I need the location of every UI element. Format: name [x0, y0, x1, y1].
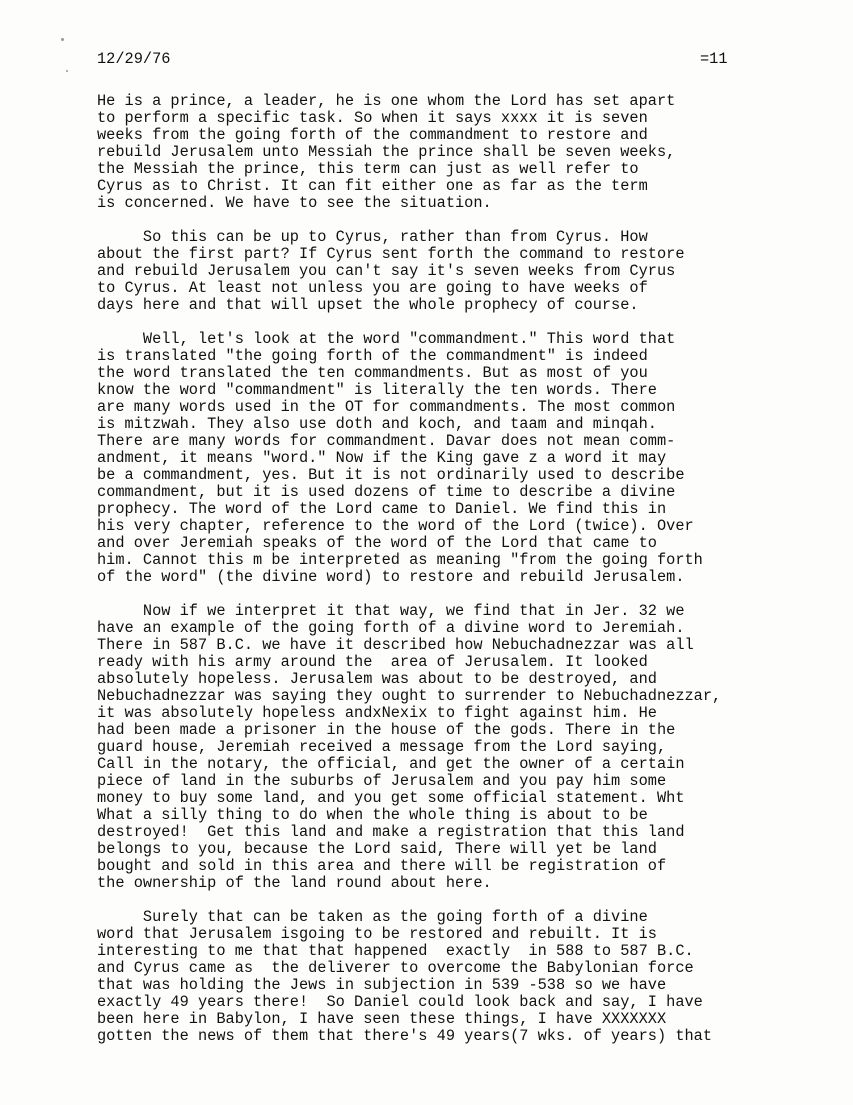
- text-line: be a commandment, yes. But it is not ordinarily used to describe: [97, 466, 685, 484]
- paragraph-gap: [97, 586, 837, 603]
- text-line: bought and sold in this area and there will be registration of: [97, 857, 667, 875]
- text-line: piece of land in the suburbs of Jerusalem and you pay him some: [97, 772, 667, 790]
- text-line: that was holding the Jews in subjection in 539 -538 so we have: [97, 976, 667, 994]
- text-line: days here and that will upset the whole prophecy of course.: [97, 296, 639, 314]
- text-line: commandment, but it is used dozens of time to describe a divine: [97, 483, 676, 501]
- text-line: to perform a specific task. So when it says xxxx it is seven: [97, 109, 648, 127]
- text-line: are many words used in the OT for commandments. The most common: [97, 398, 676, 416]
- text-line: the ownership of the land round about here.: [97, 874, 492, 892]
- text-line: been here in Babylon, I have seen these things, I have XXXXXXX: [97, 1010, 667, 1028]
- text-line: destroyed! Get this land and make a registration that this land: [97, 823, 685, 841]
- text-line: Call in the notary, the official, and get the owner of a certain: [97, 755, 685, 773]
- text-line: the word translated the ten commandments. But as most of you: [97, 364, 648, 382]
- text-line: There in 587 B.C. we have it described how Nebuchadnezzar was all: [97, 636, 694, 654]
- text-line: weeks from the going forth of the commandment to restore and: [97, 126, 648, 144]
- header-date: 12/29/76: [97, 50, 171, 68]
- text-line: belongs to you, because the Lord said, There will yet be land: [97, 840, 657, 858]
- paragraph-1: [97, 93, 837, 212]
- text-line: prophecy. The word of the Lord came to Daniel. We find this in: [97, 500, 667, 518]
- text-line: know the word "commandment" is literally the ten words. There: [97, 381, 657, 399]
- document-body: [97, 93, 837, 1045]
- text-line: interesting to me that that happened exactly in 588 to 587 B.C.: [97, 942, 694, 960]
- text-line: He is a prince, a leader, he is one whom the Lord has set apart: [97, 92, 676, 110]
- text-line: is mitzwah. They also use doth and koch, and taam and minqah.: [97, 415, 657, 433]
- text-line: it was absolutely hopeless andxNexix to fight against him. He: [97, 704, 657, 722]
- text-line: and over Jeremiah speaks of the word of the Lord that came to: [97, 534, 657, 552]
- text-line: gotten the news of them that there's 49 years(7 wks. of years) that: [97, 1027, 713, 1045]
- text-line: There are many words for commandment. Davar does not mean comm-: [97, 432, 676, 450]
- text-line: the Messiah the prince, this term can just as well refer to: [97, 160, 639, 178]
- text-line: had been made a prisoner in the house of the gods. There in the: [97, 721, 676, 739]
- text-line: and rebuild Jerusalem you can't say it's seven weeks from Cyrus: [97, 262, 676, 280]
- paragraph-gap: [97, 212, 837, 229]
- paper-speck: [66, 70, 68, 72]
- text-line: exactly 49 years there! So Daniel could look back and say, I have: [97, 993, 703, 1011]
- text-line: Now if we interpret it that way, we find that in Jer. 32 we: [97, 602, 685, 620]
- text-line: Nebuchadnezzar was saying they ought to surrender to Nebuchadnezzar,: [97, 687, 722, 705]
- header-page-number: =11: [700, 50, 728, 68]
- text-line: ready with his army around the area of Jerusalem. It looked: [97, 653, 648, 671]
- text-line: is translated "the going forth of the commandment" is indeed: [97, 347, 648, 365]
- text-line: and Cyrus came as the deliverer to overcome the Babylonian force: [97, 959, 694, 977]
- text-line: word that Jerusalem isgoing to be restored and rebuilt. It is: [97, 925, 657, 943]
- paragraph-gap: [97, 314, 837, 331]
- text-line: So this can be up to Cyrus, rather than from Cyrus. How: [97, 228, 648, 246]
- text-line: of the word" (the divine word) to restore and rebuild Jerusalem.: [97, 568, 685, 586]
- text-line: Surely that can be taken as the going forth of a divine: [97, 908, 648, 926]
- paragraph-gap: [97, 892, 837, 909]
- paragraph-4: [97, 603, 837, 892]
- paragraph-5: [97, 909, 837, 1045]
- text-line: What a silly thing to do when the whole thing is about to be: [97, 806, 648, 824]
- text-line: andment, it means "word." Now if the King gave z a word it may: [97, 449, 667, 467]
- text-line: is concerned. We have to see the situation.: [97, 194, 492, 212]
- text-line: absolutely hopeless. Jerusalem was about to be destroyed, and: [97, 670, 657, 688]
- text-line: rebuild Jerusalem unto Messiah the prince shall be seven weeks,: [97, 143, 676, 161]
- text-line: to Cyrus. At least not unless you are going to have weeks of: [97, 279, 648, 297]
- text-line: Cyrus as to Christ. It can fit either one as far as the term: [97, 177, 648, 195]
- text-line: him. Cannot this m be interpreted as meaning "from the going forth: [97, 551, 703, 569]
- text-line: money to buy some land, and you get some official statement. Wht: [97, 789, 685, 807]
- paragraph-2: [97, 229, 837, 314]
- text-line: have an example of the going forth of a divine word to Jeremiah.: [97, 619, 685, 637]
- text-line: about the first part? If Cyrus sent forth the command to restore: [97, 245, 685, 263]
- paragraph-3: [97, 331, 837, 586]
- text-line: Well, let's look at the word "commandment." This word that: [97, 330, 676, 348]
- text-line: guard house, Jeremiah received a message from the Lord saying,: [97, 738, 667, 756]
- text-line: his very chapter, reference to the word of the Lord (twice). Over: [97, 517, 694, 535]
- paper-speck: [61, 38, 64, 41]
